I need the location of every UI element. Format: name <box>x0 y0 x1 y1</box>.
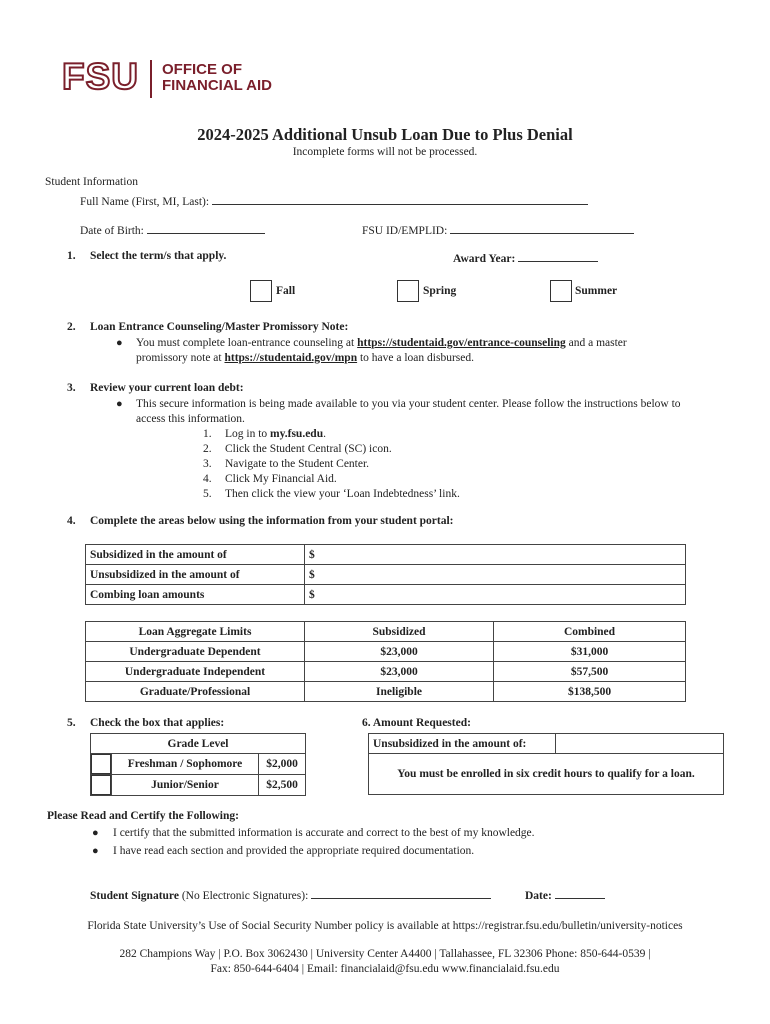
full-name-field[interactable] <box>212 193 588 205</box>
step-number: 2. <box>203 443 212 455</box>
form-subtitle: Incomplete forms will not be processed. <box>292 146 478 158</box>
step-post: . <box>323 428 326 440</box>
table-cell: Undergraduate Dependent <box>86 642 305 662</box>
freshman-label: Freshman / Sophomore <box>112 754 259 775</box>
instruction-steps <box>203 427 460 502</box>
spring-checkbox[interactable] <box>397 280 419 302</box>
award-year-field[interactable] <box>518 250 598 262</box>
section5-label: Check the box that applies: <box>90 717 225 729</box>
section6-label: 6. Amount Requested: <box>362 717 471 729</box>
table-header-row <box>86 622 686 642</box>
junior-checkbox[interactable] <box>91 775 111 795</box>
bullet-icon: ● <box>116 337 123 349</box>
full-name-label: Full Name (First, MI, Last): <box>80 196 210 208</box>
section1-label: Select the term/s that apply. <box>90 250 227 262</box>
bullet-icon: ● <box>92 845 99 857</box>
table-row <box>86 585 686 605</box>
counseling-text <box>136 337 627 349</box>
signature-row <box>90 887 491 902</box>
signature-label: Student Signature <box>90 890 179 902</box>
grade-level-table <box>90 733 306 796</box>
section4-number: 4. <box>67 515 76 527</box>
step-text: Log in to <box>225 428 271 440</box>
column-header: Combined <box>494 622 686 642</box>
fall-label: Fall <box>276 285 296 297</box>
table-cell: Ineligible <box>305 682 494 702</box>
fall-checkbox[interactable] <box>250 280 272 302</box>
office-name-line1: OFFICE OF <box>162 61 242 78</box>
aggregate-limits-table <box>85 621 686 702</box>
certify-item: I have read each section and provided the appropriate required documentation. <box>113 845 475 857</box>
step-item <box>203 472 460 487</box>
table-cell: $23,000 <box>305 642 494 662</box>
mpn-text <box>136 352 474 364</box>
bullet-icon: ● <box>116 398 123 410</box>
freshman-checkbox[interactable] <box>91 754 111 774</box>
step-text: Click the Student Central (SC) icon. <box>225 443 392 455</box>
award-year-label: Award Year: <box>453 253 516 265</box>
table-row <box>369 754 724 795</box>
section3-number: 3. <box>67 382 76 394</box>
ssn-policy-note: Florida State University’s Use of Social Security Number policy is available at https://registrar.fsu.edu/bulletin/university-notices <box>87 920 683 932</box>
address-line-2: Fax: 850-644-6404 | Email: financialaid@fsu.edu www.financialaid.fsu.edu <box>210 963 560 975</box>
step-text: Click My Financial Aid. <box>225 473 337 485</box>
dob-field[interactable] <box>147 222 265 234</box>
section2-label: Loan Entrance Counseling/Master Promissory Note: <box>90 321 349 333</box>
unsubsidized-amount-field[interactable]: $ <box>305 565 686 585</box>
step-number: 1. <box>203 428 212 440</box>
step-text: Then click the view your ‘Loan Indebtedness’ link. <box>225 488 460 500</box>
unsub-requested-label: Unsubsidized in the amount of: <box>369 734 556 754</box>
mpn-text-d: to have a loan disbursed. <box>357 352 474 364</box>
counseling-text-a: You must complete loan-entrance counseling at <box>136 337 358 349</box>
step-bold: my.fsu.edu <box>270 428 324 440</box>
fsuid-field[interactable] <box>450 222 634 234</box>
loan-debt-text-2: access this information. <box>136 413 245 425</box>
junior-label: Junior/Senior <box>112 775 259 796</box>
step-number: 5. <box>203 488 212 500</box>
table-cell: Graduate/Professional <box>86 682 305 702</box>
fsu-logo: FSU <box>62 56 139 97</box>
certify-item: I certify that the submitted information is accurate and correct to the best of my knowledge. <box>113 827 535 839</box>
amount-requested-table <box>368 733 724 795</box>
combined-amount-field[interactable]: $ <box>305 585 686 605</box>
table-cell: Undergraduate Independent <box>86 662 305 682</box>
section5-number: 5. <box>67 717 76 729</box>
grade-level-header: Grade Level <box>91 734 306 754</box>
freshman-amount: $2,000 <box>259 754 306 775</box>
table-row <box>86 565 686 585</box>
fsuid-row <box>362 222 634 237</box>
table-cell: $138,500 <box>494 682 686 702</box>
step-item <box>203 442 460 457</box>
mpn-link[interactable]: https://studentaid.gov/mpn <box>224 352 358 364</box>
unsubsidized-label: Unsubsidized in the amount of <box>86 565 305 585</box>
entrance-counseling-link[interactable]: https://studentaid.gov/entrance-counseling <box>357 337 566 349</box>
subsidized-amount-field[interactable]: $ <box>305 545 686 565</box>
dob-label: Date of Birth: <box>80 225 144 237</box>
counseling-text-b: and a master <box>565 337 627 349</box>
section1-number: 1. <box>67 250 76 262</box>
bullet-icon: ● <box>92 827 99 839</box>
combined-label: Combing loan amounts <box>86 585 305 605</box>
spring-label: Spring <box>423 285 457 297</box>
step-number: 4. <box>203 473 212 485</box>
office-name <box>162 62 272 94</box>
loan-debt-text-1: This secure information is being made available to you via your student center. Please follow the instructions below to <box>136 398 681 410</box>
student-info-heading: Student Information <box>45 176 138 188</box>
table-header-row <box>91 734 306 754</box>
section4-label: Complete the areas below using the information from your student portal: <box>90 515 454 527</box>
step-number: 3. <box>203 458 212 470</box>
table-row <box>86 545 686 565</box>
date-label: Date: <box>525 890 552 902</box>
freshman-checkbox-cell[interactable] <box>91 754 112 775</box>
table-row <box>86 642 686 662</box>
table-row <box>369 734 724 754</box>
summer-label: Summer <box>575 285 618 297</box>
table-row <box>91 754 306 775</box>
certify-heading: Please Read and Certify the Following: <box>47 810 239 822</box>
table-row <box>86 682 686 702</box>
step-item <box>203 487 460 502</box>
junior-checkbox-cell[interactable] <box>91 775 112 796</box>
summer-checkbox[interactable] <box>550 280 572 302</box>
column-header: Subsidized <box>305 622 494 642</box>
signature-note: (No Electronic Signatures): <box>178 890 309 902</box>
loan-amounts-table <box>85 544 686 605</box>
table-row <box>86 662 686 682</box>
office-name-line2: FINANCIAL AID <box>162 77 272 94</box>
address-line-1: 282 Champions Way | P.O. Box 3062430 | University Center A4400 | Tallahassee, FL 32306 Phone: 850-644-0539 | <box>119 948 651 960</box>
enrollment-note: You must be enrolled in six credit hours to qualify for a loan. <box>369 754 724 795</box>
junior-amount: $2,500 <box>259 775 306 796</box>
fsuid-label: FSU ID/EMPLID: <box>362 225 448 237</box>
award-year-row <box>453 250 598 265</box>
step-text: Navigate to the Student Center. <box>225 458 370 470</box>
table-cell: $23,000 <box>305 662 494 682</box>
full-name-row <box>80 193 588 208</box>
section2-number: 2. <box>67 321 76 333</box>
table-cell: $57,500 <box>494 662 686 682</box>
form-title: 2024-2025 Additional Unsub Loan Due to Plus Denial <box>197 125 573 144</box>
mpn-text-c: promissory note at <box>136 352 225 364</box>
dob-row <box>80 222 265 237</box>
date-row <box>525 887 605 902</box>
step-item <box>203 457 460 472</box>
section3-label: Review your current loan debt: <box>90 382 244 394</box>
column-header: Loan Aggregate Limits <box>86 622 305 642</box>
date-field[interactable] <box>555 887 605 899</box>
unsub-requested-field[interactable] <box>556 734 724 754</box>
logo-divider <box>150 60 152 98</box>
subsidized-label: Subsidized in the amount of <box>86 545 305 565</box>
table-cell: $31,000 <box>494 642 686 662</box>
table-row <box>91 775 306 796</box>
signature-field[interactable] <box>311 887 491 899</box>
step-item <box>203 427 460 442</box>
